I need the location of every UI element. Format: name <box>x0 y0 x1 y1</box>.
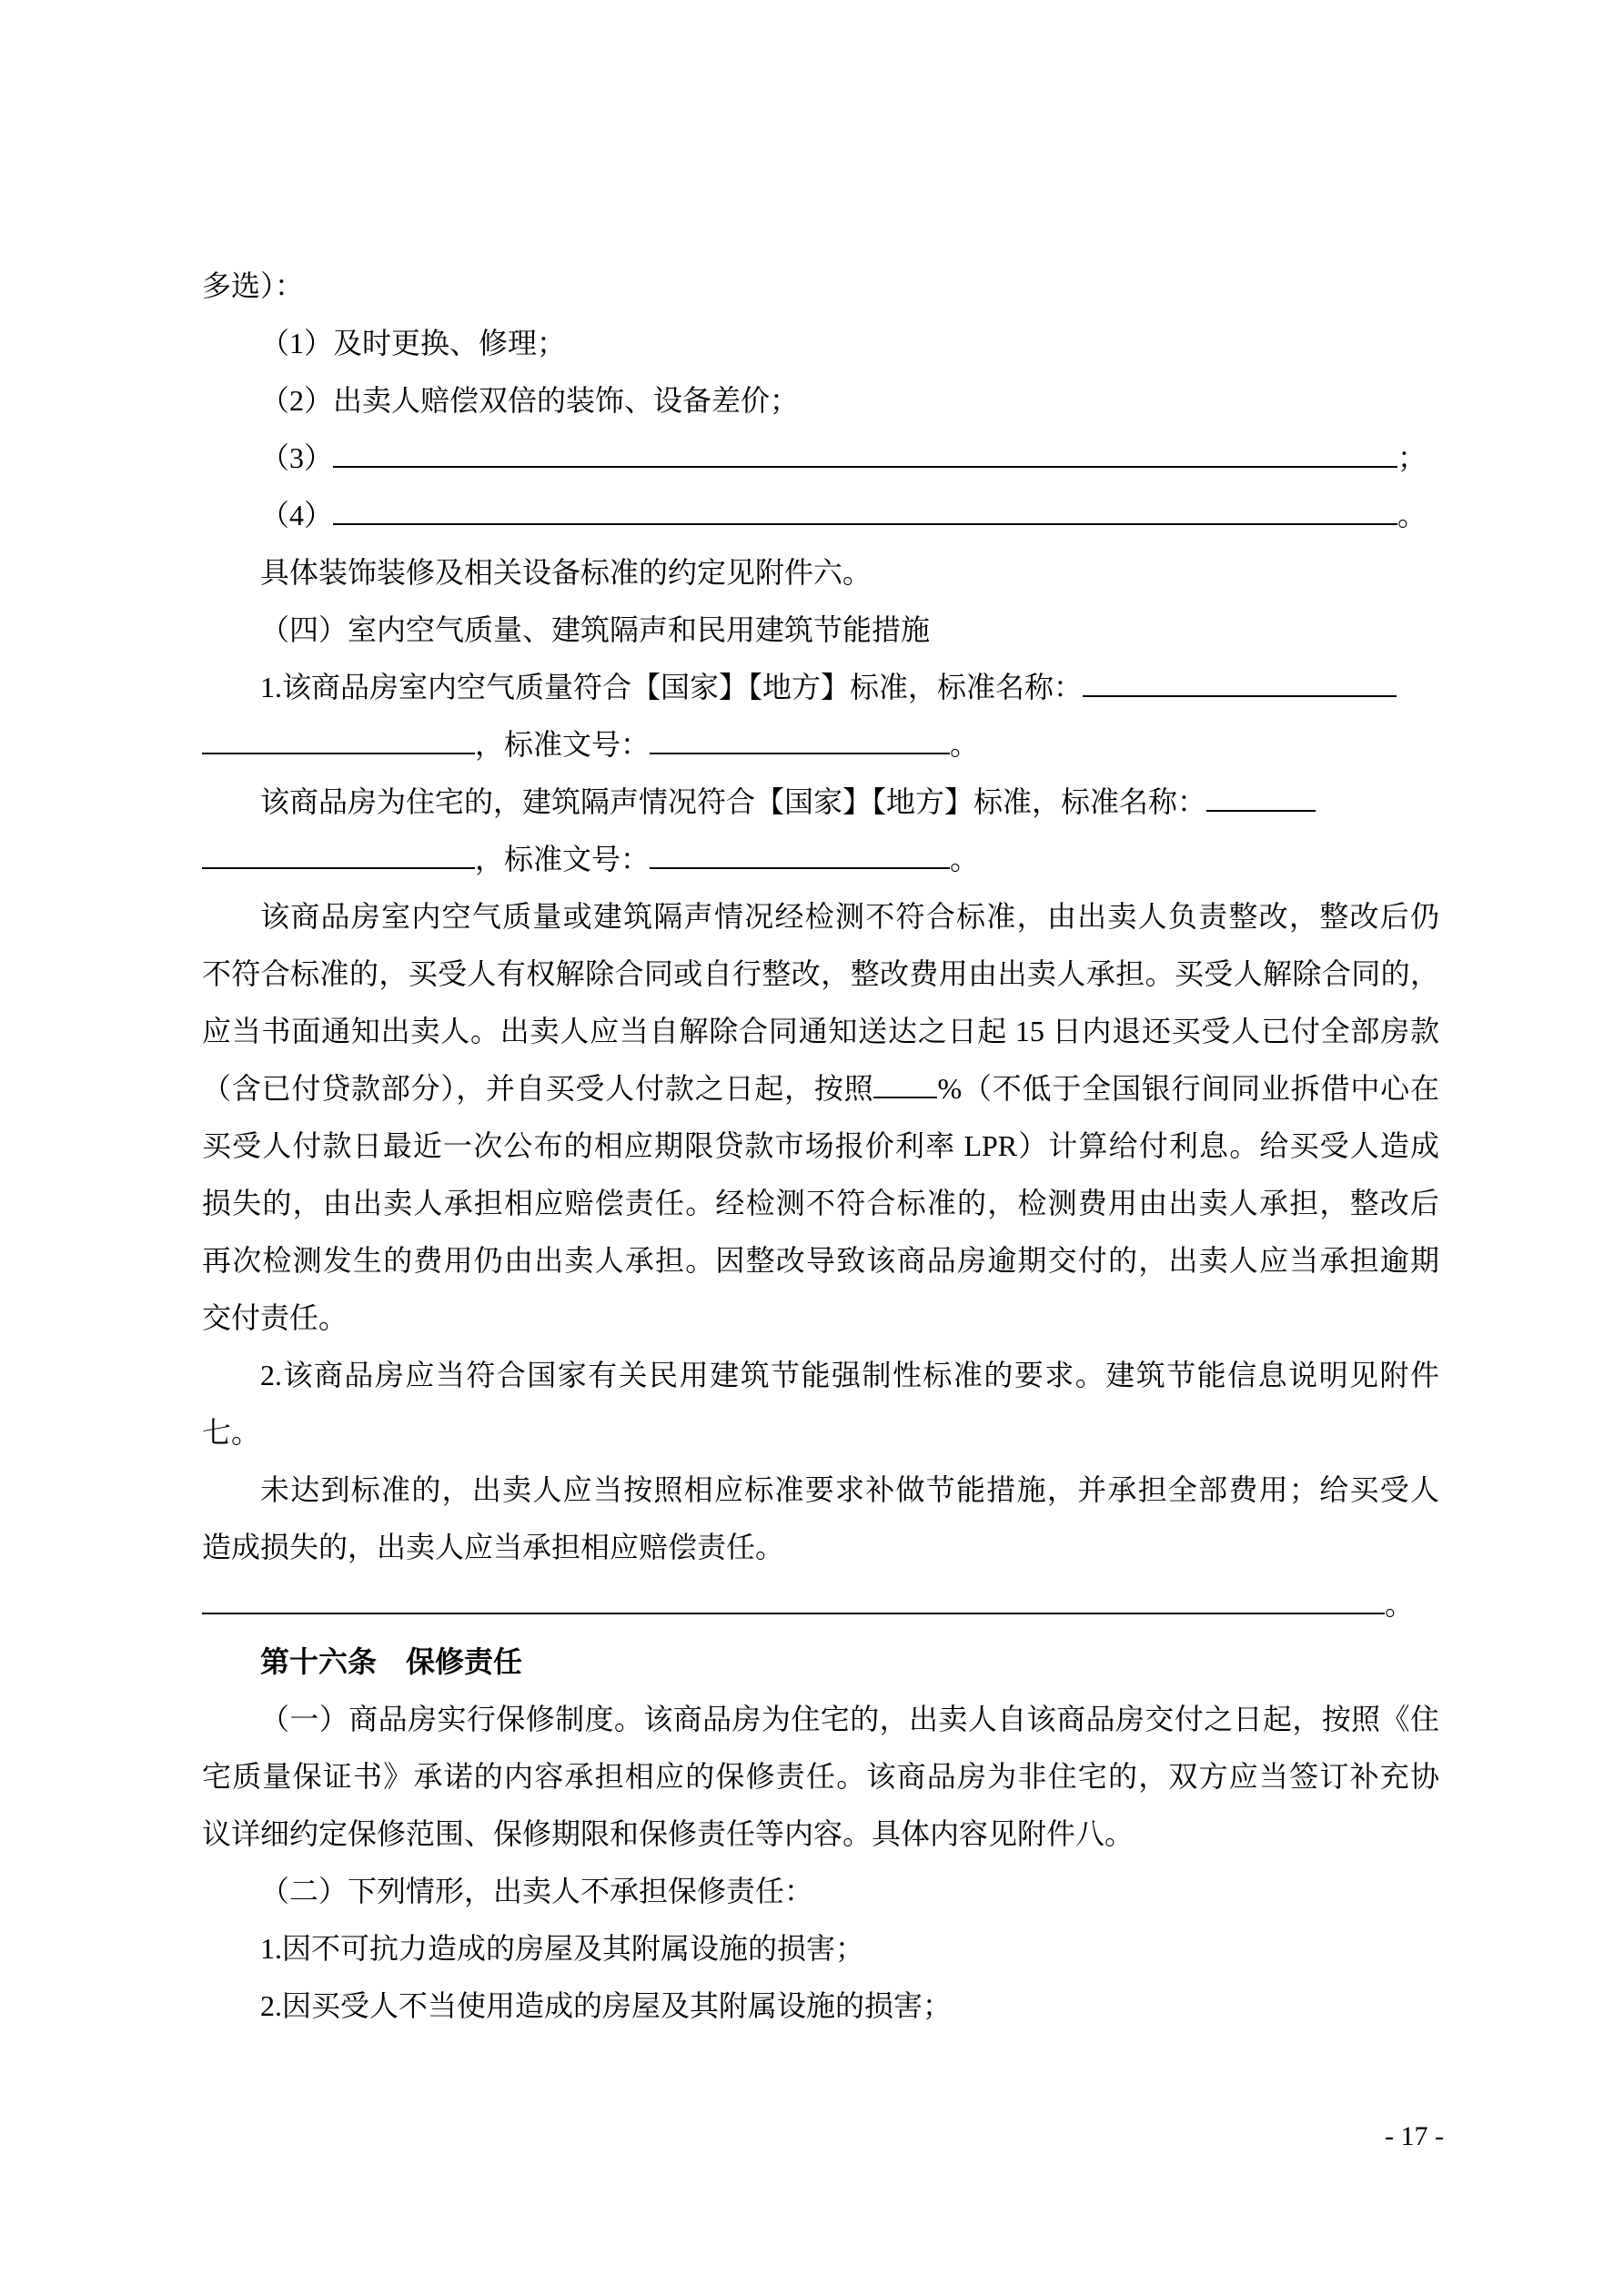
contract-line-4 <box>202 430 1439 487</box>
clause-text: 。 <box>950 843 980 875</box>
contract-line-18: 再次检测发生的费用仍由出卖人承担。因整改导致该商品房逾期交付的，出卖人应当承担逾期 <box>202 1244 1439 1277</box>
blank-field <box>1206 775 1316 812</box>
blank-field <box>333 489 1397 525</box>
list-item-suffix: 。 <box>1397 499 1427 531</box>
blank-field <box>650 718 950 754</box>
page-number: - 17 - <box>1385 2121 1444 2151</box>
contract-line-15 <box>202 1060 1439 1118</box>
clause-text: 该商品房为住宅的，建筑隔声情况符合【国家】【地方】标准，标准名称： <box>260 785 1207 818</box>
contract-line-5 <box>202 487 1439 544</box>
contract-line-30: 1.因不可抗力造成的房屋及其附属设施的损害； <box>260 1932 865 1965</box>
contract-line-16: 买受人付款日最近一次公布的相应期限贷款市场报价利率 LPR）计算给付利息。给买受人造成 <box>202 1129 1439 1162</box>
clause-text: 。 <box>1385 1588 1415 1621</box>
list-item-prefix: （3） <box>260 441 334 474</box>
clause-text: 1.该商品房室内空气质量符合【国家】【地方】标准，标准名称： <box>260 671 1084 703</box>
clause-text: 。 <box>950 728 980 761</box>
contract-line-10 <box>202 774 1439 831</box>
article-number: 第十六条 <box>260 1645 378 1678</box>
blank-field <box>333 431 1397 468</box>
list-item-suffix: ； <box>1397 441 1427 474</box>
contract-line-1: 多选）： <box>202 269 305 302</box>
contract-line-12: 该商品房室内空气质量或建筑隔声情况经检测不符合标准，由出卖人负责整改，整改后仍 <box>260 900 1439 933</box>
contract-line-24 <box>202 1576 1439 1633</box>
contract-line-17: 损失的，由出卖人承担相应赔偿责任。经检测不符合标准的，检测费用由出卖人承担，整改后 <box>202 1187 1439 1219</box>
blank-field <box>650 833 950 869</box>
contract-body <box>202 258 1439 2035</box>
contract-line-7: （四）室内空气质量、建筑隔声和民用建筑节能措施 <box>260 613 931 646</box>
list-item-prefix: （4） <box>260 499 334 531</box>
contract-line-28: 议详细约定保修范围、保修期限和保修责任等内容。具体内容见附件八。 <box>202 1817 1135 1850</box>
contract-line-2: （1）及时更换、修理； <box>260 327 567 359</box>
article-title: 保修责任 <box>406 1645 523 1678</box>
contract-line-31: 2.因买受人不当使用造成的房屋及其附属设施的损害； <box>260 1989 953 2022</box>
clause-text: ，标准文号： <box>475 843 651 875</box>
blank-field <box>202 1578 1385 1614</box>
contract-line-9 <box>202 716 1439 774</box>
contract-line-29: （二）下列情形，出卖人不承担保修责任： <box>260 1875 814 1907</box>
clause-text: %（不低于全国银行间同业拆借中心在 <box>937 1072 1439 1105</box>
contract-line-3: （2）出卖人赔偿双倍的装饰、设备差价； <box>260 384 800 417</box>
contract-line-27: 宅质量保证书》承诺的内容承担相应的保修责任。该商品房为非住宅的，双方应当签订补充协 <box>202 1760 1439 1793</box>
clause-text: （含已付贷款部分），并自买受人付款之日起，按照 <box>202 1072 874 1105</box>
contract-line-6: 具体装饰装修及相关设备标准的约定见附件六。 <box>260 556 873 589</box>
contract-line-26: （一）商品房实行保修制度。该商品房为住宅的，出卖人自该商品房交付之日起，按照《住 <box>260 1703 1439 1735</box>
blank-field <box>1083 661 1397 697</box>
contract-line-14: 应当书面通知出卖人。出卖人应当自解除合同通知送达之日起 15 日内退还买受人已付全部房款 <box>202 1015 1439 1047</box>
blank-field <box>202 833 475 869</box>
contract-line-21: 七。 <box>202 1416 261 1449</box>
contract-line-13: 不符合标准的，买受人有权解除合同或自行整改，整改费用由出卖人承担。买受人解除合同的， <box>202 957 1439 990</box>
blank-field <box>873 1062 937 1098</box>
contract-line-19: 交付责任。 <box>202 1301 348 1334</box>
contract-line-23: 造成损失的，出卖人应当承担相应赔偿责任。 <box>202 1531 785 1563</box>
clause-text: ，标准文号： <box>475 728 651 761</box>
blank-field <box>202 718 475 754</box>
contract-line-22: 未达到标准的，出卖人应当按照相应标准要求补做节能措施，并承担全部费用；给买受人 <box>260 1473 1439 1506</box>
article-16-heading <box>202 1633 1439 1691</box>
contract-line-20: 2.该商品房应当符合国家有关民用建筑节能强制性标准的要求。建筑节能信息说明见附件 <box>260 1359 1439 1391</box>
contract-line-11 <box>202 831 1439 888</box>
contract-line-8 <box>202 659 1439 716</box>
